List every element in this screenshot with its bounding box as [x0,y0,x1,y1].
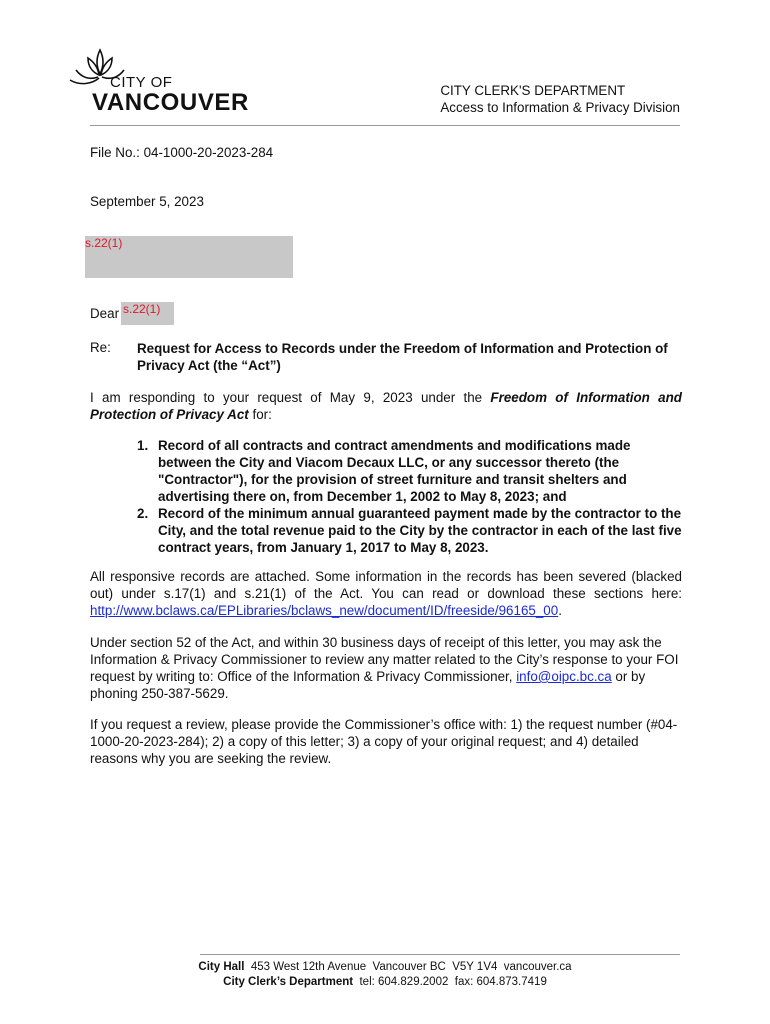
records-end: . [558,603,562,618]
redacted-name [121,302,174,325]
footer-divider [200,954,680,955]
header-divider [90,125,680,126]
list-item [137,505,682,556]
footer-clerk-dept: City Clerk’s Department [223,976,354,988]
review-end: or by phoning 250-387-5629. [90,669,646,701]
redaction-label: s.22(1) [85,236,123,250]
re-subject: Request for Access to Records under the Freedom of Information and Protection of Privacy Act (the “Act”) [137,341,668,373]
division-name: Access to Information & Privacy Division [440,100,680,115]
re-label: Re: [90,340,111,355]
redaction-label-name: s.22(1) [123,302,161,316]
oipc-email-link[interactable]: info@oipc.bc.ca [516,669,612,684]
intro-text: I am responding to your request of May 9, 2023 under the [90,390,491,405]
request-list [137,437,682,556]
footer-city-hall: City Hall [198,961,245,973]
file-number: File No.: 04-1000-20-2023-284 [90,145,274,160]
list-text: Record of all contracts and contract amendments and modifications made between the City and Viacom Decaux LLC, or any successor thereto (the "Contractor"), for the provision of street furniture and transit shelters and advertising there on, from December 1, 2002 to May 8, 2023; and [158,438,631,504]
act-name: Freedom of Information and Protection of Privacy Act [90,390,682,422]
footer-contact: tel: 604.829.2002 fax: 604.873.7419 [353,976,547,988]
logo-vancouver: VANCOUVER [92,89,249,116]
logo-city-of: CITY OF [110,74,173,91]
bclaws-link[interactable]: http://www.bclaws.ca/EPLibraries/bclaws_new/document/ID/freeside/96165_00 [90,603,559,618]
letter-date: September 5, 2023 [90,194,204,209]
records-paragraph [90,568,682,619]
footer-line-1 [0,961,770,973]
list-number: 2. [137,506,149,521]
salutation: Dear [90,306,120,321]
department-header [440,82,680,116]
list-text: Record of the minimum annual guaranteed payment made by the contractor to the City, and the total revenue paid to the City by the contractor in each of the last five contract years, from January 1, 2017 to May 8, 2023. [158,506,682,555]
footer-address: 453 West 12th Avenue Vancouver BC V5Y 1V4 vancouver.ca [244,961,572,973]
review-instructions-paragraph: If you request a review, please provide the Commissioner’s office with: 1) the request number (#04-1000-20-2023-284); 2) a copy of this letter; 3) a copy of your original request; and 4) detailed reasons why you are seeking the review. [90,717,678,766]
list-item [137,437,682,505]
review-paragraph [90,634,682,702]
footer-line-2 [0,976,770,988]
review-text: Under section 52 of the Act, and within 30 business days of receipt of this letter, you may ask the Information & Privacy Commissioner to review any matter related to the City’s response to your FOI request by writing to: Office of the Information & Privacy Commissioner, [90,635,679,684]
intro-paragraph [90,389,682,423]
records-text: All responsive records are attached. Some information in the records has been severed (blacked out) under s.17(1) and s.21(1) of the Act. You can read or download these sections here: [90,569,682,601]
redacted-address [85,236,293,278]
list-number: 1. [137,438,149,453]
city-logo [66,44,249,119]
department-name: CITY CLERK'S DEPARTMENT [440,83,626,98]
intro-end: for: [248,407,272,422]
